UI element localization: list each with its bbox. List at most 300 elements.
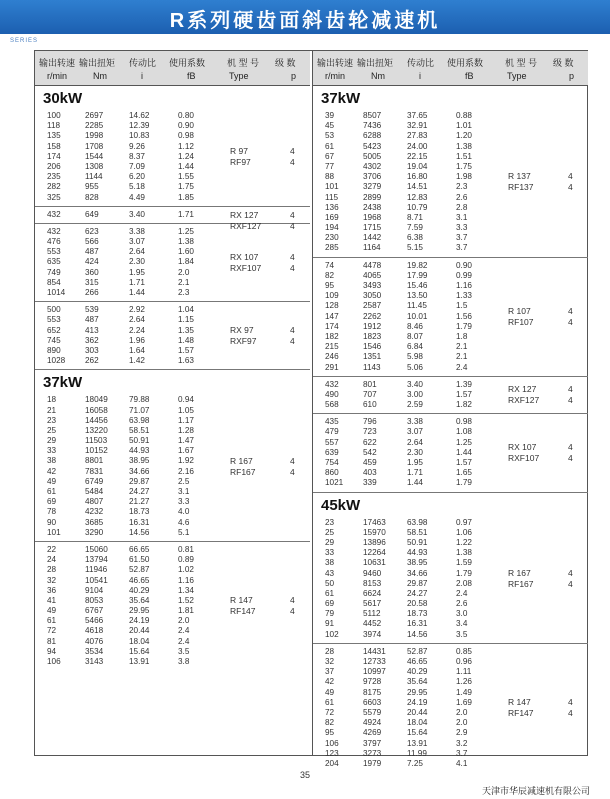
- cell-c2: 4302: [363, 161, 382, 171]
- cell-c2: 5005: [363, 151, 382, 161]
- cell-c4: 1.92: [178, 456, 194, 466]
- hdr-unit-fb: fB: [187, 71, 196, 81]
- cell-c4: 1.38: [178, 237, 194, 247]
- cell-c2: 4924: [363, 718, 382, 728]
- table-row: [35, 497, 310, 507]
- stage-label: 4: [568, 708, 573, 718]
- cell-c4: 1.06: [456, 527, 472, 537]
- cell-c4: 1.60: [178, 247, 194, 257]
- model-label: RXF127: [508, 394, 540, 405]
- cell-c2: 1968: [363, 212, 382, 222]
- cell-c3: 6.20: [129, 172, 145, 182]
- hdr-stages: 级 数: [275, 58, 296, 68]
- cell-c1: 28: [325, 646, 335, 656]
- cell-c3: 15.64: [129, 646, 150, 656]
- company-name: 天津市华辰减速机有限公司: [481, 786, 590, 796]
- cell-c1: 106: [325, 738, 339, 748]
- power-section-title: 45kW: [321, 496, 361, 514]
- cell-c2: 723: [363, 427, 377, 437]
- model-group: [313, 644, 588, 772]
- table-row: [35, 257, 310, 267]
- stage-count: [290, 325, 295, 347]
- cell-c4: 1.51: [456, 151, 472, 161]
- hdr-unit-ratio: i: [419, 71, 421, 81]
- cell-c4: 1.02: [178, 565, 194, 575]
- table-row: [313, 619, 588, 629]
- cell-c1: 32: [47, 575, 57, 585]
- cell-c1: 29: [325, 537, 335, 547]
- cell-c2: 4232: [85, 507, 104, 517]
- cell-c2: 11946: [85, 565, 108, 575]
- cell-c1: 50: [325, 578, 335, 588]
- cell-c1: 639: [325, 447, 339, 457]
- cell-c4: 4.6: [178, 517, 190, 527]
- cell-c3: 13.91: [129, 657, 150, 666]
- cell-c3: 32.91: [407, 121, 428, 131]
- cell-c1: 61: [325, 697, 335, 707]
- table-row: [313, 322, 588, 332]
- hdr-unit-p: p: [569, 71, 575, 81]
- stage-count: [290, 252, 295, 274]
- cell-c4: 1.82: [456, 400, 472, 410]
- cell-c1: 557: [325, 437, 339, 447]
- cell-c2: 1143: [363, 362, 381, 372]
- cell-c2: 4807: [85, 497, 104, 507]
- table-row: [35, 210, 310, 220]
- cell-c4: 2.8: [456, 202, 468, 212]
- cell-c3: 46.65: [407, 657, 428, 666]
- cell-c2: 623: [85, 226, 99, 236]
- cell-c3: 1.64: [129, 345, 145, 355]
- cell-c3: 4.49: [129, 192, 145, 202]
- cell-c2: 1351: [363, 352, 382, 362]
- cell-c4: 1.01: [456, 121, 472, 131]
- table-row: [35, 152, 310, 162]
- cell-c3: 1.71: [129, 277, 145, 287]
- cell-c3: 11.99: [407, 748, 427, 758]
- cell-c3: 38.95: [407, 558, 428, 568]
- cell-c4: 2.4: [456, 362, 468, 372]
- stage-label: 4: [568, 383, 573, 394]
- cell-c2: 12733: [363, 657, 386, 666]
- cell-c1: 291: [325, 362, 339, 372]
- cell-c1: 169: [325, 212, 339, 222]
- cell-c2: 3143: [85, 657, 104, 666]
- cell-c3: 44.93: [129, 446, 150, 456]
- cell-c3: 5.06: [407, 362, 423, 372]
- cell-c3: 18.73: [407, 609, 428, 619]
- cell-c3: 24.19: [407, 697, 428, 707]
- cell-c2: 1546: [363, 342, 382, 352]
- model-label: RF137: [508, 182, 534, 193]
- cell-c2: 15060: [85, 544, 108, 554]
- cell-c3: 13.91: [407, 738, 428, 748]
- cell-c3: 1.44: [129, 288, 145, 297]
- power-section-title: 30kW: [43, 90, 83, 107]
- cell-c1: 854: [47, 277, 61, 287]
- hdr-output-torque: 输出扭矩: [357, 58, 394, 68]
- cell-c3: 8.37: [129, 151, 145, 161]
- cell-c4: 1.49: [456, 687, 472, 697]
- cell-c3: 16.31: [407, 619, 428, 629]
- cell-c3: 61.50: [129, 555, 150, 565]
- stage-count: [290, 146, 295, 168]
- cell-c1: 53: [325, 131, 335, 141]
- cell-c4: 3.5: [178, 646, 190, 656]
- cell-c3: 63.98: [407, 517, 428, 527]
- cell-c4: 4.1: [456, 758, 468, 768]
- stage-label: 4: [290, 156, 295, 167]
- table-row: [313, 448, 588, 458]
- cell-c4: 1.11: [456, 667, 472, 677]
- stage-label: 4: [290, 466, 295, 477]
- cell-c1: 61: [325, 141, 335, 151]
- cell-c1: 432: [47, 226, 61, 236]
- cell-c3: 2.64: [129, 315, 145, 325]
- cell-c1: 61: [47, 487, 57, 496]
- cell-c3: 7.25: [407, 758, 423, 768]
- stage-label: 4: [568, 316, 573, 327]
- cell-c1: 890: [47, 345, 61, 355]
- cell-c3: 14.56: [407, 629, 428, 639]
- cell-c4: 2.0: [178, 267, 190, 277]
- cell-c1: 115: [325, 192, 339, 202]
- cell-c2: 3273: [363, 748, 382, 758]
- cell-c2: 2285: [85, 121, 104, 131]
- cell-c4: 1.67: [178, 446, 194, 456]
- cell-c2: 2262: [363, 311, 382, 321]
- table-row: [35, 545, 310, 555]
- cell-c1: 206: [47, 161, 61, 171]
- table-row: [35, 446, 310, 456]
- cell-c3: 1.95: [407, 458, 423, 467]
- cell-c4: 1.63: [178, 356, 194, 366]
- cell-c1: 476: [47, 237, 61, 247]
- table-row: [313, 301, 588, 311]
- cell-c2: 9104: [85, 585, 104, 595]
- cell-c3: 8.71: [407, 212, 423, 222]
- cell-c4: 1.79: [456, 478, 472, 488]
- cell-c4: 1.12: [178, 141, 194, 151]
- cell-c3: 6.38: [407, 233, 423, 243]
- model-label: RF147: [230, 606, 256, 617]
- table-row: [35, 131, 310, 141]
- cell-c2: 5423: [363, 141, 382, 151]
- table-row: [35, 416, 310, 426]
- cell-c3: 66.65: [129, 544, 150, 554]
- table-row: [35, 111, 310, 121]
- cell-c1: 72: [325, 707, 335, 717]
- cell-c1: 1028: [47, 356, 66, 366]
- cell-c1: 235: [47, 172, 61, 182]
- cell-c2: 1164: [363, 243, 381, 253]
- model-number: [508, 306, 534, 328]
- cell-c1: 81: [47, 636, 57, 646]
- cell-c2: 8801: [85, 456, 104, 466]
- cell-c2: 8153: [363, 578, 382, 588]
- hdr-ratio: 传动比: [129, 58, 157, 68]
- table-row: [35, 528, 310, 538]
- table-row: [35, 336, 310, 346]
- cell-c2: 1979: [363, 758, 382, 768]
- cell-c3: 3.40: [129, 209, 145, 219]
- cell-c3: 2.59: [407, 400, 423, 410]
- cell-c1: 101: [47, 527, 61, 537]
- cell-c1: 479: [325, 427, 339, 437]
- cell-c3: 50.91: [407, 537, 428, 547]
- cell-c3: 3.40: [407, 379, 423, 389]
- cell-c3: 3.38: [129, 226, 145, 236]
- cell-c3: 18.04: [129, 636, 150, 646]
- model-group: [313, 377, 588, 415]
- cell-c3: 1.96: [129, 335, 145, 345]
- table-row: [313, 599, 588, 609]
- cell-c1: 1014: [47, 288, 66, 297]
- model-number: [508, 568, 534, 590]
- cell-c1: 36: [47, 585, 57, 595]
- hdr-unit-torque: Nm: [371, 71, 385, 81]
- table-row: [313, 172, 588, 182]
- cell-c3: 24.27: [129, 487, 150, 496]
- cell-c4: 1.39: [456, 379, 472, 389]
- cell-c3: 3.07: [129, 237, 145, 247]
- table-row: [35, 626, 310, 636]
- table-row: [35, 406, 310, 416]
- table-row: [313, 438, 588, 448]
- table-row: [35, 647, 310, 657]
- table-row: [313, 121, 588, 131]
- cell-c1: 500: [47, 305, 61, 315]
- cell-c1: 100: [47, 111, 61, 120]
- model-group: [35, 224, 310, 302]
- cell-c1: 136: [325, 202, 339, 212]
- cell-c1: 158: [47, 141, 61, 151]
- cell-c4: 2.0: [456, 718, 468, 728]
- cell-c1: 106: [47, 657, 61, 666]
- cell-c3: 24.27: [407, 588, 428, 598]
- cell-c2: 6603: [363, 697, 382, 707]
- table-row: [35, 586, 310, 596]
- cell-c4: 2.16: [178, 466, 194, 476]
- cell-c2: 6767: [85, 606, 104, 616]
- page-title: R系列硬齿面斜齿轮减速机: [169, 10, 441, 32]
- cell-c4: 1.79: [456, 321, 472, 331]
- cell-c2: 5466: [85, 616, 104, 626]
- table-row: [35, 477, 310, 487]
- cell-c4: 1.84: [178, 257, 194, 267]
- cell-c1: 246: [325, 352, 339, 362]
- cell-c4: 2.4: [178, 636, 190, 646]
- cell-c2: 1823: [363, 331, 382, 341]
- stage-label: 4: [568, 182, 573, 193]
- cell-c4: 3.3: [456, 223, 468, 233]
- cell-c4: 1.75: [178, 182, 194, 192]
- cell-c2: 266: [85, 288, 99, 297]
- cell-c1: 109: [325, 291, 339, 301]
- model-group: [313, 258, 588, 377]
- stage-label: 4: [290, 145, 295, 156]
- model-label: RX 127: [508, 383, 537, 394]
- cell-c2: 3974: [363, 629, 382, 639]
- table-row: [35, 426, 310, 436]
- cell-c2: 4269: [363, 728, 382, 738]
- model-label: RXF127: [230, 220, 262, 231]
- cell-c2: 566: [85, 237, 99, 247]
- cell-c1: 652: [47, 325, 61, 335]
- cell-c4: 0.80: [178, 111, 194, 120]
- cell-c4: 2.0: [456, 707, 468, 717]
- model-label: RX 107: [230, 251, 259, 262]
- cell-c2: 539: [85, 305, 99, 315]
- cell-c1: 43: [325, 568, 335, 578]
- cell-c3: 37.65: [407, 111, 428, 120]
- cell-c1: 135: [47, 131, 61, 141]
- cell-c4: 1.25: [456, 437, 472, 447]
- cell-c4: 1.22: [456, 537, 472, 547]
- cell-c4: 3.1: [456, 212, 468, 222]
- cell-c4: 2.4: [178, 626, 190, 636]
- cell-c4: 1.48: [178, 335, 194, 345]
- cell-c4: 1.33: [456, 291, 472, 301]
- stage-label: 4: [568, 567, 573, 578]
- cell-c3: 15.64: [407, 728, 428, 738]
- stage-label: 4: [290, 251, 295, 262]
- cell-c2: 801: [363, 379, 377, 389]
- cell-c3: 34.66: [129, 466, 150, 476]
- cell-c4: 1.69: [456, 697, 472, 707]
- model-number: [230, 456, 256, 478]
- model-label: RF147: [508, 708, 534, 718]
- cell-c4: 3.2: [456, 738, 468, 748]
- cell-c1: 41: [47, 595, 57, 605]
- cell-c1: 204: [325, 758, 339, 768]
- table-row: [35, 162, 310, 172]
- cell-c3: 21.27: [129, 497, 150, 507]
- cell-c2: 1998: [85, 131, 104, 141]
- series-label: SERIES: [10, 38, 39, 44]
- cell-c3: 29.87: [129, 476, 150, 486]
- cell-c2: 7831: [85, 466, 104, 476]
- cell-c3: 2.24: [129, 325, 145, 335]
- model-group: [35, 302, 310, 370]
- cell-c1: 1021: [325, 478, 344, 488]
- cell-c3: 15.46: [407, 281, 428, 290]
- cell-c3: 2.30: [129, 257, 145, 267]
- table-row: [313, 739, 588, 749]
- cell-c2: 955: [85, 182, 99, 192]
- stage-label: 4: [568, 305, 573, 316]
- cell-c4: 1.81: [178, 606, 194, 616]
- cell-c4: 2.6: [456, 599, 468, 609]
- table-row: [313, 243, 588, 253]
- cell-c2: 3050: [363, 291, 382, 301]
- cell-c4: 0.98: [178, 131, 194, 141]
- table-row: [35, 247, 310, 257]
- cell-c3: 18.04: [407, 718, 428, 728]
- table-row: [313, 380, 588, 390]
- cell-c4: 1.57: [456, 458, 472, 467]
- model-number: [230, 595, 256, 617]
- cell-c4: 1.71: [178, 209, 194, 219]
- model-group: [35, 542, 310, 670]
- table-row: [313, 312, 588, 322]
- table-row: [35, 315, 310, 325]
- cell-c3: 14.62: [129, 111, 150, 120]
- cell-c4: 1.59: [456, 558, 472, 568]
- cell-c3: 1.71: [407, 468, 423, 478]
- cell-c3: 58.51: [129, 425, 150, 435]
- hdr-unit-type: Type: [507, 71, 527, 81]
- cell-c2: 542: [363, 447, 377, 457]
- cell-c2: 3493: [363, 281, 382, 290]
- cell-c4: 0.89: [178, 555, 194, 565]
- cell-c4: 0.90: [178, 121, 194, 131]
- table-row: [313, 131, 588, 141]
- cell-c2: 17463: [363, 517, 386, 527]
- catalog-table: [34, 50, 588, 768]
- cell-c1: 28: [47, 565, 57, 575]
- cell-c3: 1.95: [129, 267, 145, 277]
- hdr-unit-type: Type: [229, 71, 249, 81]
- table-row: [35, 606, 310, 616]
- cell-c4: 1.98: [456, 172, 472, 182]
- cell-c4: 1.52: [178, 595, 194, 605]
- cell-c4: 1.15: [178, 315, 194, 325]
- cell-c4: 2.5: [178, 476, 190, 486]
- cell-c4: 3.1: [178, 487, 190, 496]
- cell-c4: 1.56: [456, 311, 472, 321]
- model-group: [35, 108, 310, 207]
- table-row: [35, 172, 310, 182]
- cell-c4: 3.7: [456, 233, 468, 243]
- cell-c3: 29.95: [129, 606, 150, 616]
- cell-c3: 24.19: [129, 616, 150, 626]
- table-row: [313, 281, 588, 291]
- table-row: [35, 278, 310, 288]
- cell-c1: 123: [325, 748, 339, 758]
- cell-c4: 1.8: [456, 331, 468, 341]
- model-label: RX 97: [230, 324, 254, 335]
- model-label: R 107: [508, 305, 531, 316]
- stage-count: [568, 442, 573, 464]
- cell-c1: 49: [325, 687, 335, 697]
- cell-c1: 38: [47, 456, 57, 466]
- cell-c3: 11.45: [407, 301, 427, 311]
- cell-c1: 78: [47, 507, 57, 517]
- model-group: [35, 392, 310, 542]
- table-row: [35, 326, 310, 336]
- model-number: [508, 442, 539, 464]
- cell-c4: 1.05: [178, 405, 194, 415]
- table-row: [35, 596, 310, 606]
- cell-c2: 3706: [363, 172, 382, 182]
- cell-c1: 61: [325, 588, 335, 598]
- model-number: [508, 697, 534, 719]
- cell-c2: 262: [85, 356, 99, 366]
- table-row: [313, 271, 588, 281]
- power-section-title: 37kW: [43, 374, 83, 392]
- stage-label: 4: [568, 452, 573, 463]
- cell-c3: 50.91: [129, 436, 150, 446]
- cell-c3: 14.56: [129, 527, 150, 537]
- cell-c2: 2587: [363, 301, 382, 311]
- cell-c1: 174: [47, 151, 61, 161]
- hdr-unit-speed: r/min: [325, 71, 345, 81]
- cell-c2: 2438: [363, 202, 382, 212]
- table-row: [313, 569, 588, 579]
- cell-c4: 1.47: [178, 436, 194, 446]
- stage-label: 4: [290, 335, 295, 346]
